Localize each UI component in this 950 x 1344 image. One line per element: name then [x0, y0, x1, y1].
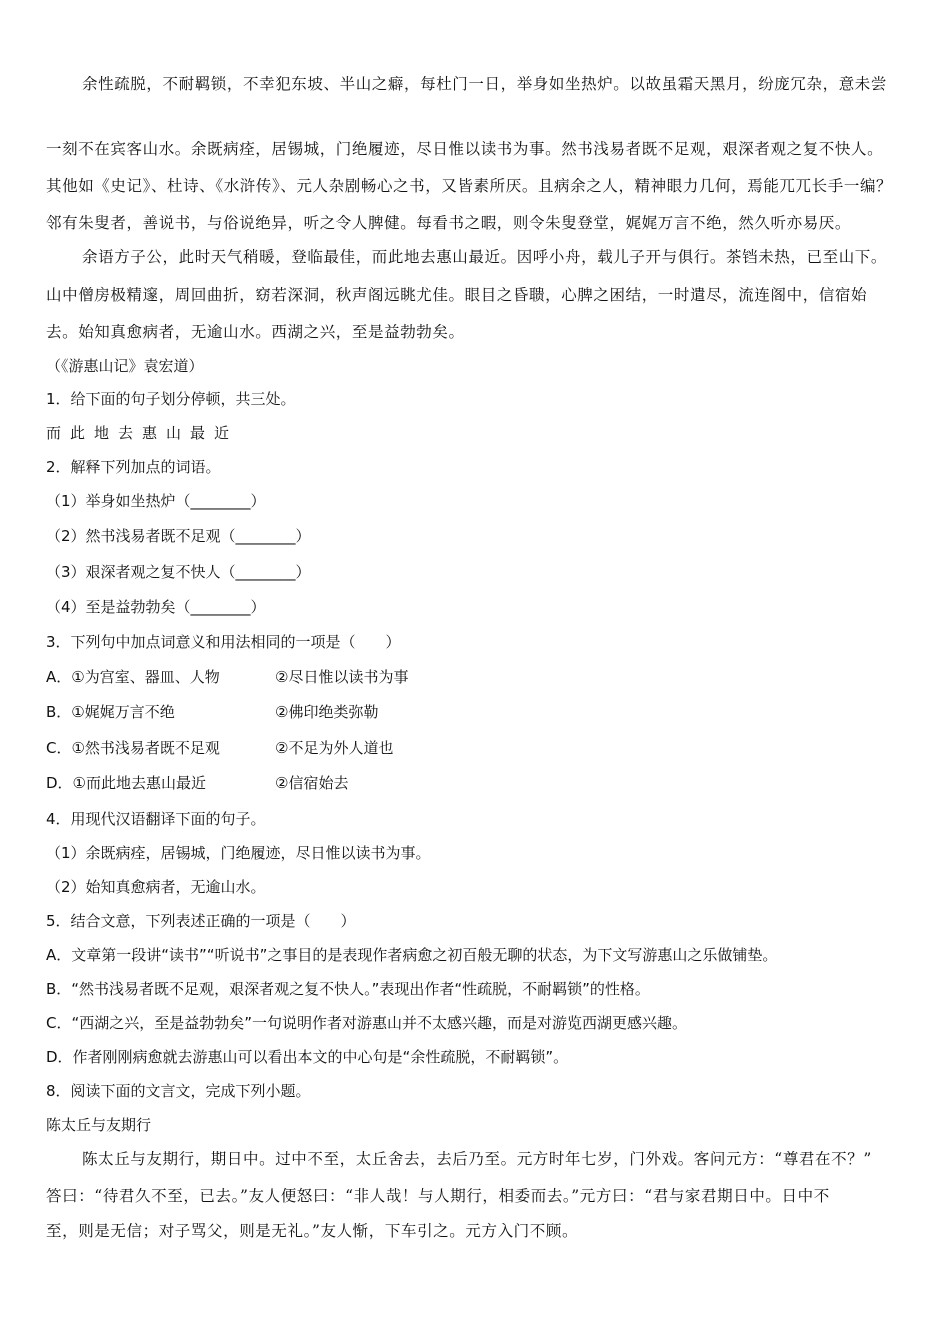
q1-prompt: 1．给下面的句子划分停顿，共三处。	[46, 390, 296, 408]
q2-item-1: （1）举身如坐热炉（________）	[46, 492, 266, 510]
q2-item-3: （3）艰深者观之复不快人（________）	[46, 563, 311, 581]
passage2-line-2: 答曰：“待君久不至，已去。”友人便怒曰：“非人哉！与人期行，相委而去。”元方曰：“君与家君期日中。日中不	[46, 1187, 830, 1205]
q3-option-b: B．①娓娓万言不绝	[46, 703, 175, 721]
q3-option-c: C．①然书浅易者既不足观	[46, 739, 220, 757]
q3-option-d-right: ②信宿始去	[275, 774, 349, 792]
q5-prompt: 5．结合文意，下列表述正确的一项是（ ）	[46, 912, 356, 930]
passage2-line-1: 陈太丘与友期行，期日中。过中不至，太丘舍去，去后乃至。元方时年七岁，门外戏。客问元方：“尊君在不？”	[82, 1150, 872, 1168]
q4-item-1: （1）余既病痊，居锡城，门绝履迹，尽日惟以读书为事。	[46, 844, 431, 862]
q5-option-b: B．“然书浅易者既不足观，艰深者观之复不快人。”表现出作者“性疏脱，不耐羁锁”的性格。	[46, 980, 650, 998]
q2-prompt: 2．解释下列加点的词语。	[46, 458, 221, 476]
q3-option-c-right: ②不足为外人道也	[275, 739, 394, 757]
q2-item-4: （4）至是益勃勃矣（________）	[46, 598, 266, 616]
q8-prompt: 8．阅读下面的文言文，完成下列小题。	[46, 1082, 311, 1100]
passage1-line-6: 山中僧房极精邃，周回曲折，窈若深洞，秋声阁远眺尤佳。眼目之昏聩，心脾之困结，一时遣尽，流连阁中，信宿始	[46, 286, 868, 304]
passage1-line-4: 邻有朱叟者，善说书，与俗说绝异，听之令人脾健。每看书之暇，则令朱叟登堂，娓娓万言不绝，然久听亦易厌。	[46, 214, 852, 232]
q3-option-d: D．①而此地去惠山最近	[46, 774, 206, 792]
q4-prompt: 4．用现代汉语翻译下面的句子。	[46, 810, 266, 828]
q3-option-a-right: ②尽日惟以读书为事	[275, 668, 409, 686]
q1-sentence: 而此地去惠山最近	[46, 424, 239, 442]
q8-title: 陈太丘与友期行	[46, 1116, 152, 1134]
q3-prompt: 3．下列句中加点词意义和用法相同的一项是（ ）	[46, 633, 401, 651]
passage1-source: （《游惠山记》袁宏道）	[46, 357, 204, 375]
passage1-line-7: 去。始知真愈病者，无逾山水。西湖之兴，至是益勃勃矣。	[46, 323, 465, 341]
q3-option-b-right: ②佛印绝类弥勒	[275, 703, 379, 721]
passage1-line-1: 余性疏脱，不耐羁锁，不幸犯东坡、半山之癖，每杜门一日，举身如坐热炉。以故虽霜天黑月，纷庞冗杂，意未尝	[82, 75, 888, 93]
q5-option-d: D．作者刚刚病愈就去游惠山可以看出本文的中心句是“余性疏脱，不耐羁锁”。	[46, 1048, 569, 1066]
q3-option-a: A．①为宫室、器皿、人物	[46, 668, 220, 686]
q5-option-a: A．文章第一段讲“读书”“听说书”之事目的是表现作者病愈之初百般无聊的状态，为下文写游惠山之乐做铺垫。	[46, 946, 778, 964]
passage1-line-3: 其他如《史记》、杜诗、《水浒传》、元人杂剧畅心之书，又皆素所厌。且病余之人，精神眼力几何，焉能兀兀长手一编？	[46, 177, 893, 195]
passage1-line-5: 余语方子公，此时天气稍暖，登临最佳，而此地去惠山最近。因呼小舟，载儿子开与俱行。茶铛未热，已至山下。	[82, 248, 888, 266]
q2-item-2: （2）然书浅易者既不足观（________）	[46, 527, 311, 545]
q4-item-2: （2）始知真愈病者，无逾山水。	[46, 878, 266, 896]
q5-option-c: C．“西湖之兴，至是益勃勃矣”一句说明作者对游惠山并不太感兴趣，而是对游览西湖更感兴趣。	[46, 1014, 688, 1032]
passage1-line-2: 一刻不在宾客山水。余既病痊，居锡城，门绝履迹，尽日惟以读书为事。然书浅易者既不足观，艰深者观之复不快人。	[46, 140, 884, 158]
passage2-line-3: 至，则是无信；对子骂父，则是无礼。”友人惭，下车引之。元方入门不顾。	[46, 1222, 579, 1240]
